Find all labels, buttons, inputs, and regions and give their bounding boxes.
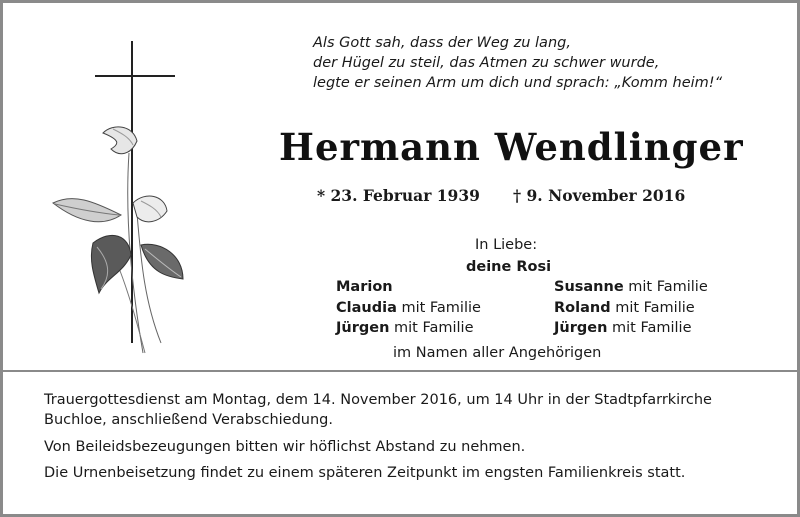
mourner-name: Jürgen bbox=[554, 320, 608, 336]
mourner-name: Marion bbox=[336, 279, 393, 295]
mourner-entry bbox=[336, 300, 481, 316]
calla-lily-icon bbox=[53, 127, 183, 353]
mourners-closing: im Namen aller Angehörigen bbox=[393, 345, 602, 361]
spouse-name: deine Rosi bbox=[466, 259, 552, 275]
mourner-name: Jürgen bbox=[336, 320, 390, 336]
service-notice-line: Buchloe, anschließend Verabschiedung. bbox=[44, 412, 333, 428]
poem-line: Als Gott sah, dass der Weg zu lang, bbox=[313, 35, 571, 51]
mourner-name: Claudia bbox=[336, 300, 397, 316]
mourner-entry bbox=[554, 279, 708, 295]
mourner-suffix: mit Familie bbox=[612, 320, 692, 336]
mourner-suffix: mit Familie bbox=[394, 320, 474, 336]
poem-line: legte er seinen Arm um dich und sprach: „Komm heim!“ bbox=[313, 75, 723, 91]
mourner-suffix: mit Familie bbox=[401, 300, 481, 316]
birth-date: * 23. Februar 1939 bbox=[317, 186, 480, 205]
poem bbox=[313, 33, 722, 93]
mourner-entry bbox=[336, 279, 393, 295]
mourner-entry bbox=[554, 320, 692, 336]
urn-burial-notice: Die Urnenbeisetzung findet zu einem späteren Zeitpunkt im engsten Familienkreis statt. bbox=[44, 465, 686, 481]
life-dates bbox=[317, 186, 686, 205]
mourner-entry bbox=[336, 320, 474, 336]
service-notice-line: Trauergottesdienst am Montag, dem 14. November 2016, um 14 Uhr in der Stadtpfarrkirche bbox=[44, 392, 712, 408]
mourner-name: Susanne bbox=[554, 279, 624, 295]
mourner-suffix: mit Familie bbox=[615, 300, 695, 316]
mourner-entry bbox=[554, 300, 695, 316]
mourner-name: Roland bbox=[554, 300, 611, 316]
section-divider bbox=[3, 370, 797, 372]
cross-and-lily-illustration bbox=[33, 33, 193, 363]
mourner-suffix: mit Familie bbox=[628, 279, 708, 295]
condolence-notice: Von Beileidsbezeugungen bitten wir höflichst Abstand zu nehmen. bbox=[44, 439, 526, 455]
poem-line: der Hügel zu steil, das Atmen zu schwer wurde, bbox=[313, 55, 660, 71]
death-date: † 9. November 2016 bbox=[513, 186, 686, 205]
deceased-name: Hermann Wendlinger bbox=[279, 125, 744, 169]
mourners-intro: In Liebe: bbox=[475, 237, 538, 253]
